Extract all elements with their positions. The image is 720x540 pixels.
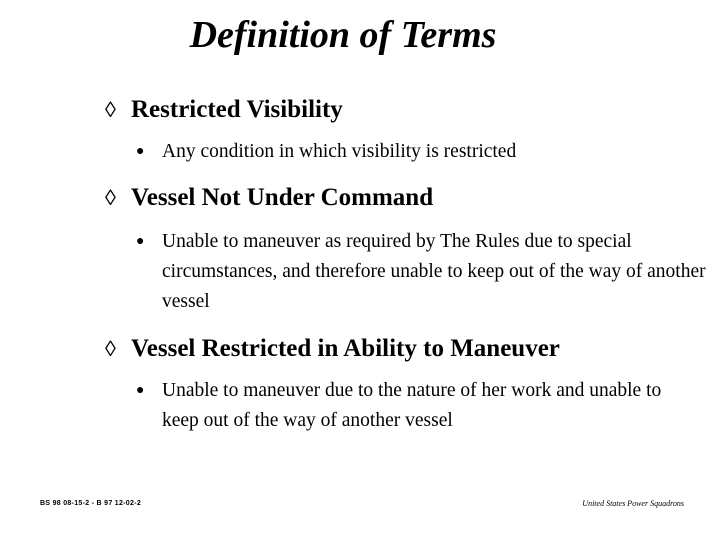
- term-definition: [136, 376, 696, 436]
- dot-bullet-icon: ●: [136, 234, 145, 249]
- page-title: Definition of Terms: [189, 14, 497, 56]
- footer-organization: United States Power Squadrons: [582, 499, 684, 508]
- term-heading: Vessel Not Under Command: [131, 184, 434, 211]
- term-vessel-not-under-command: [105, 183, 433, 213]
- definition-text: Unable to maneuver due to the nature of her work and unable to keep out of the way of another vessel: [162, 380, 662, 431]
- term-definition: [136, 227, 710, 317]
- term-restricted-visibility: [105, 95, 343, 125]
- diamond-bullet-icon: ◊: [105, 97, 116, 122]
- definition-text: Unable to maneuver as required by The Rules due to special circumstances, and therefore unable to keep out of the way of another vessel: [162, 231, 706, 312]
- dot-bullet-icon: ●: [136, 383, 145, 398]
- diamond-bullet-icon: ◊: [105, 185, 116, 210]
- diamond-bullet-icon: ◊: [105, 336, 116, 361]
- term-heading: Vessel Restricted in Ability to Maneuver: [131, 335, 560, 362]
- definition-text: Any condition in which visibility is restricted: [162, 141, 517, 162]
- term-definition: [136, 137, 696, 167]
- dot-bullet-icon: ●: [136, 144, 145, 159]
- term-vessel-restricted-ability: [105, 334, 560, 364]
- footer-reference: BS 98 08-15-2 - B 97 12-02-2: [40, 500, 142, 507]
- term-heading: Restricted Visibility: [131, 96, 343, 123]
